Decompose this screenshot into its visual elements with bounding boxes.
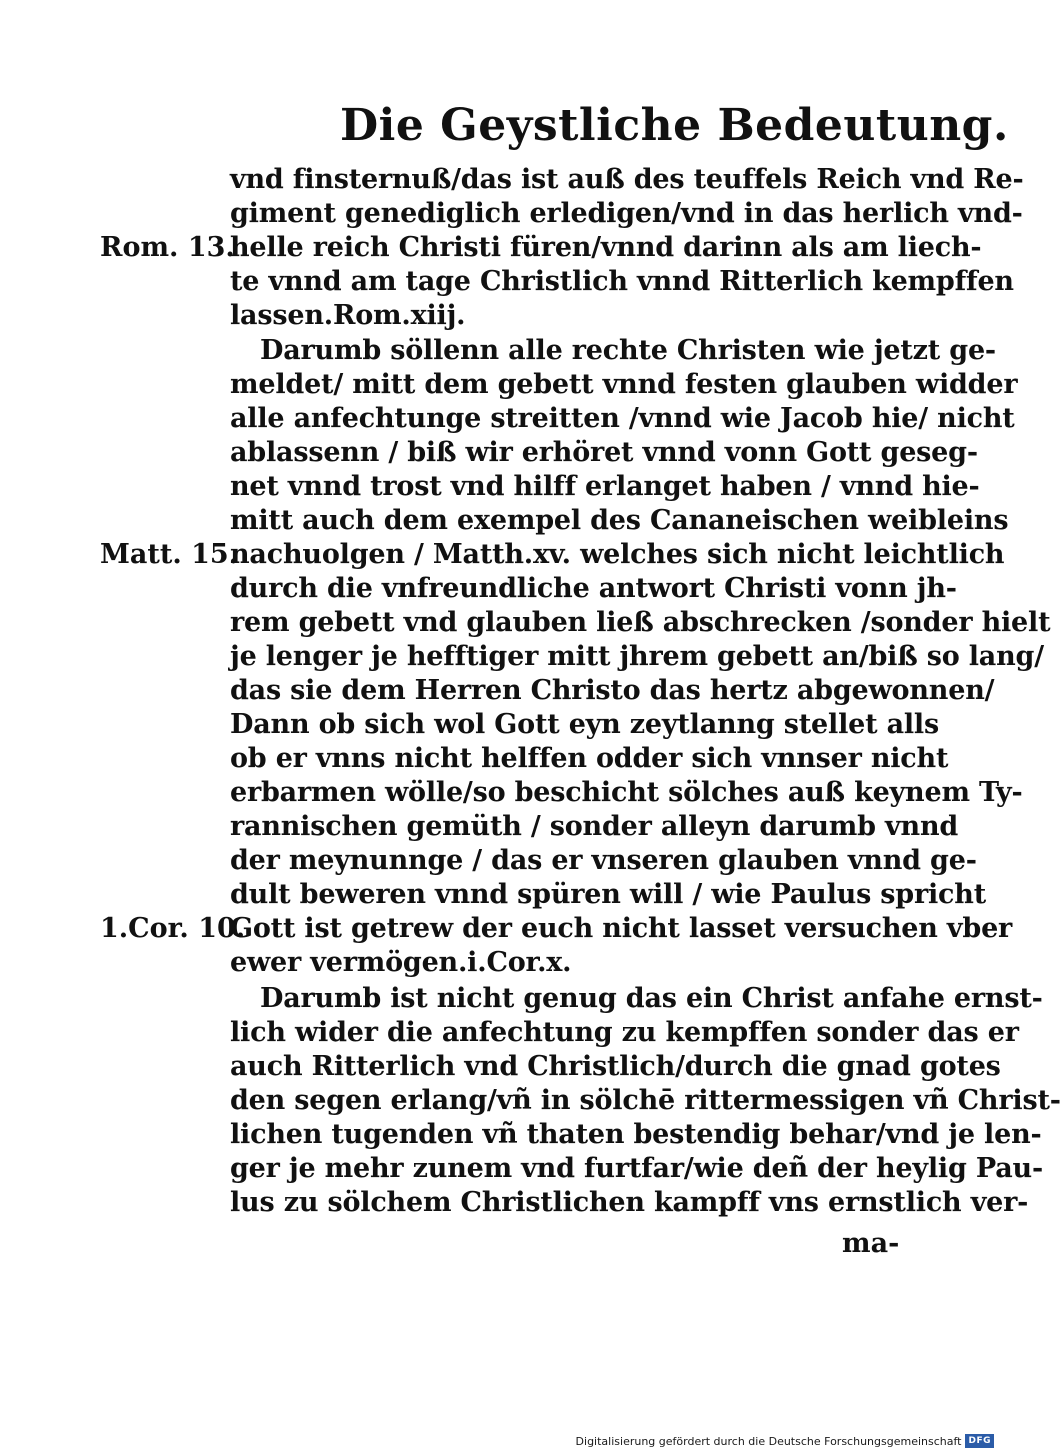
- text-line: rannischen gemüth / sonder alleyn darumb vnnd: [230, 811, 959, 842]
- text-line: nachuolgen / Matth.xv. welches sich nicht leichtlich: [230, 539, 1005, 570]
- text-line: te vnnd am tage Christlich vnnd Ritterlich kempffen: [230, 266, 1014, 297]
- text-line: den segen erlang/vñ in sölchē rittermessigen vñ Christ-: [230, 1085, 1061, 1116]
- text-line: net vnnd trost vnd hilff erlanget haben / vnnd hie-: [230, 471, 980, 502]
- text-line: lichen tugenden vñ thaten bestendig behar/vnd je len-: [230, 1119, 1042, 1150]
- text-line: lus zu sölchem Christlichen kampff vns ernstlich ver-: [230, 1187, 1029, 1218]
- margin-note: Matt. 15.: [100, 539, 239, 570]
- text-line: meldet/ mitt dem gebett vnnd festen glauben widder: [230, 369, 1018, 400]
- footer-credit: Digitalisierung gefördert durch die Deutsche Forschungsgemeinschaft: [575, 1434, 962, 1448]
- text-line: rem gebett vnd glauben ließ abschrecken /sonder hielt: [230, 607, 1051, 638]
- text-line: ewer vermögen.i.Cor.x.: [230, 947, 572, 978]
- text-line: helle reich Christi füren/vnnd darinn als am liech-: [230, 232, 982, 263]
- text-line: ablassenn / biß wir erhöret vnnd vonn Gott geseg-: [230, 437, 978, 468]
- text-line: ob er vnns nicht helffen odder sich vnnser nicht: [230, 743, 949, 774]
- text-line: lassen.Rom.xiij.: [230, 300, 466, 331]
- text-line: vnd finsternuß/das ist auß des teuffels Reich vnd Re-: [230, 164, 1024, 195]
- text-line: der meynunnge / das er vnseren glauben vnnd ge-: [230, 845, 977, 876]
- text-line: Darumb ist nicht genug das ein Christ anfahe ernst-: [260, 983, 1043, 1014]
- margin-note: 1.Cor. 10.: [100, 913, 246, 944]
- text-line: das sie dem Herren Christo das hertz abgewonnen/: [230, 675, 995, 706]
- running-head: Die Geystliche Bedeutung.: [340, 100, 1009, 151]
- text-line: Dann ob sich wol Gott eyn zeytlanng stellet alls: [230, 709, 939, 740]
- margin-note: Rom. 13.: [100, 232, 235, 263]
- text-line: erbarmen wölle/so beschicht sölches auß keynem Ty-: [230, 777, 1023, 808]
- catchword: ma-: [842, 1228, 900, 1259]
- text-line: Gott ist getrew der euch nicht lasset versuchen vber: [230, 913, 1013, 944]
- text-line: alle anfechtunge streitten /vnnd wie Jacob hie/ nicht: [230, 403, 1015, 434]
- text-line: dult beweren vnnd spüren will / wie Paulus spricht: [230, 879, 986, 910]
- text-line: Darumb söllenn alle rechte Christen wie jetzt ge-: [260, 335, 996, 366]
- text-line: lich wider die anfechtung zu kempffen sonder das er: [230, 1017, 1019, 1048]
- text-line: ger je mehr zunem vnd furtfar/wie deñ der heylig Pau-: [230, 1153, 1043, 1184]
- text-line: durch die vnfreundliche antwort Christi vonn jh-: [230, 573, 957, 604]
- text-line: je lenger je hefftiger mitt jhrem gebett an/biß so lang/: [230, 641, 1044, 672]
- text-line: mitt auch dem exempel des Cananeischen weibleins: [230, 505, 1009, 536]
- text-line: giment genediglich erledigen/vnd in das herlich vnd-: [230, 198, 1023, 229]
- digitization-footer: [576, 1430, 994, 1452]
- dfg-logo: DFG: [965, 1434, 994, 1448]
- text-line: auch Ritterlich vnd Christlich/durch die gnad gotes: [230, 1051, 1001, 1082]
